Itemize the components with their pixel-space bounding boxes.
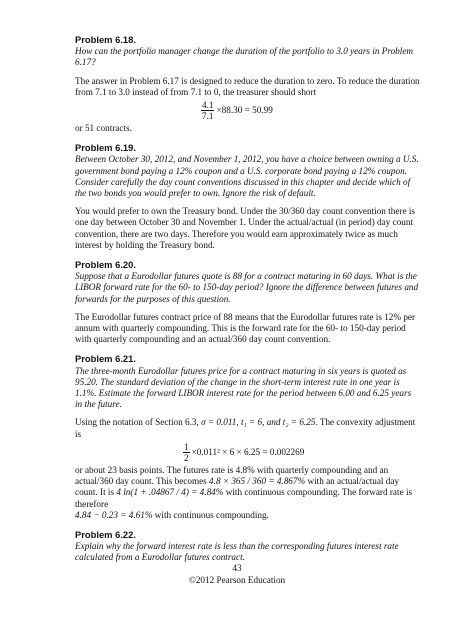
fraction-denominator: 2: [184, 452, 189, 463]
problem-6-21-equation: [183, 442, 420, 463]
answer-math-1: 4.8 × 365 / 360 = 4.867%: [209, 476, 306, 487]
problem-6-22-heading: Problem 6.22.: [75, 528, 136, 540]
problem-6-18-answer: The answer in Problem 6.17 is designed to reduce the duration to zero. To reduce the duration from 7.1 to 3.0 instead of from 7.1 to 0, the treasurer should short: [75, 75, 420, 97]
notation-math: σ = 0.011, t₁ = 6, and t₂ = 6.25.: [201, 417, 318, 428]
problem-6-19-question: Between October 30, 2012, and November 1, 2012, you have a choice between owning a U.S. government bond paying a 12% coupon and a U.S. corporate bond paying a 12% coupon. Consider carefully the day count conventions discussed in this chapter and decide which of the two bonds you would prefer to own. Ignore the risk of default.: [75, 154, 419, 199]
problem-6-20-heading: Problem 6.20.: [75, 259, 136, 271]
answer-text-4: with continuous compounding.: [154, 509, 269, 520]
page-content: [75, 34, 420, 571]
notation-text: Using the notation of Section 6.3,: [75, 417, 199, 428]
answer-text-3: with continuous compounding. The forward rate is therefore: [75, 487, 413, 509]
equation-fraction: [201, 100, 214, 121]
answer-math-3: 4.84 − 0.23 = 4.61%: [75, 509, 153, 520]
problem-6-21-answer-end: [75, 510, 420, 521]
problem-6-18-heading: Problem 6.18.: [75, 34, 136, 45]
problem-6-20-answer: The Eurodollar futures contract price of 88 means that the Eurodollar futures rate is 12% per annum with quarterly compounding. This is the forward rate for the 60- to 150-day period with quarterly compounding and an actual/360 day count convention.: [75, 311, 416, 345]
fraction-denominator: 7.1: [202, 111, 214, 122]
page-number: 43: [232, 563, 242, 573]
problem-6-21-answer: [75, 465, 420, 510]
equation-rest: ×0.011² × 6 × 6.25 = 0.002269: [191, 446, 305, 457]
equation-fraction: [183, 442, 190, 463]
problem-6-18-equation: [201, 100, 420, 121]
problem-6-21-heading: Problem 6.21.: [75, 353, 136, 365]
problem-6-18-question: How can the portfolio manager change the duration of the portfolio to 3.0 years in Problem 6.17?: [75, 46, 414, 68]
problem-6-21-notation: [75, 417, 420, 439]
problem-6-19-heading: Problem 6.19.: [75, 142, 136, 154]
answer-text-2: with an actual/actual day count. It is: [75, 476, 400, 498]
copyright-notice: ©2012 Pearson Education: [188, 575, 286, 585]
fraction-numerator: 4.1: [202, 100, 214, 111]
equation-rest: ×88.30 = 50.99: [216, 104, 273, 115]
problem-6-22-question: Explain why the forward interest rate is less than the corresponding futures interest rate calculated from a Eurodollar futures contract.: [75, 541, 399, 563]
problem-6-19-answer: You would prefer to own the Treasury bond. Under the 30/360 day count convention there is one day between October 30 and November 1. Under the actual/actual (in period) day count convention, there are two days. Therefore you would earn approximately twice as much interest by holding the Treasury bond.: [75, 206, 415, 250]
notation-text-end: The convexity adjustment is: [75, 417, 416, 439]
problem-6-21-question: The three-month Eurodollar futures price for a contract maturing in six years is quoted as 95.20. The standard deviation of the change in the short-term interest rate in one year is 1.1%. Estimate the forward LIBOR interest rate for the period between 6.00 and 6.25 years in the future.: [75, 365, 412, 410]
answer-math-2: 4 ln(1 + .04867 / 4) = 4.84%: [116, 487, 224, 498]
fraction-numerator: 1: [184, 441, 189, 452]
problem-6-20-question: Suppose that a Eurodollar futures quote is 88 for a contract maturing in 60 days. What is the LIBOR forward rate for the 60- to 150-day period? Ignore the difference between futures and forwards for the purposes of this question.: [75, 271, 419, 304]
problem-6-18-answer-end: or 51 contracts.: [75, 123, 132, 134]
answer-text-1: or about 23 basis points. The futures rate is 4.8% with quarterly compounding and an actual/360 day count. This becomes: [75, 464, 389, 487]
